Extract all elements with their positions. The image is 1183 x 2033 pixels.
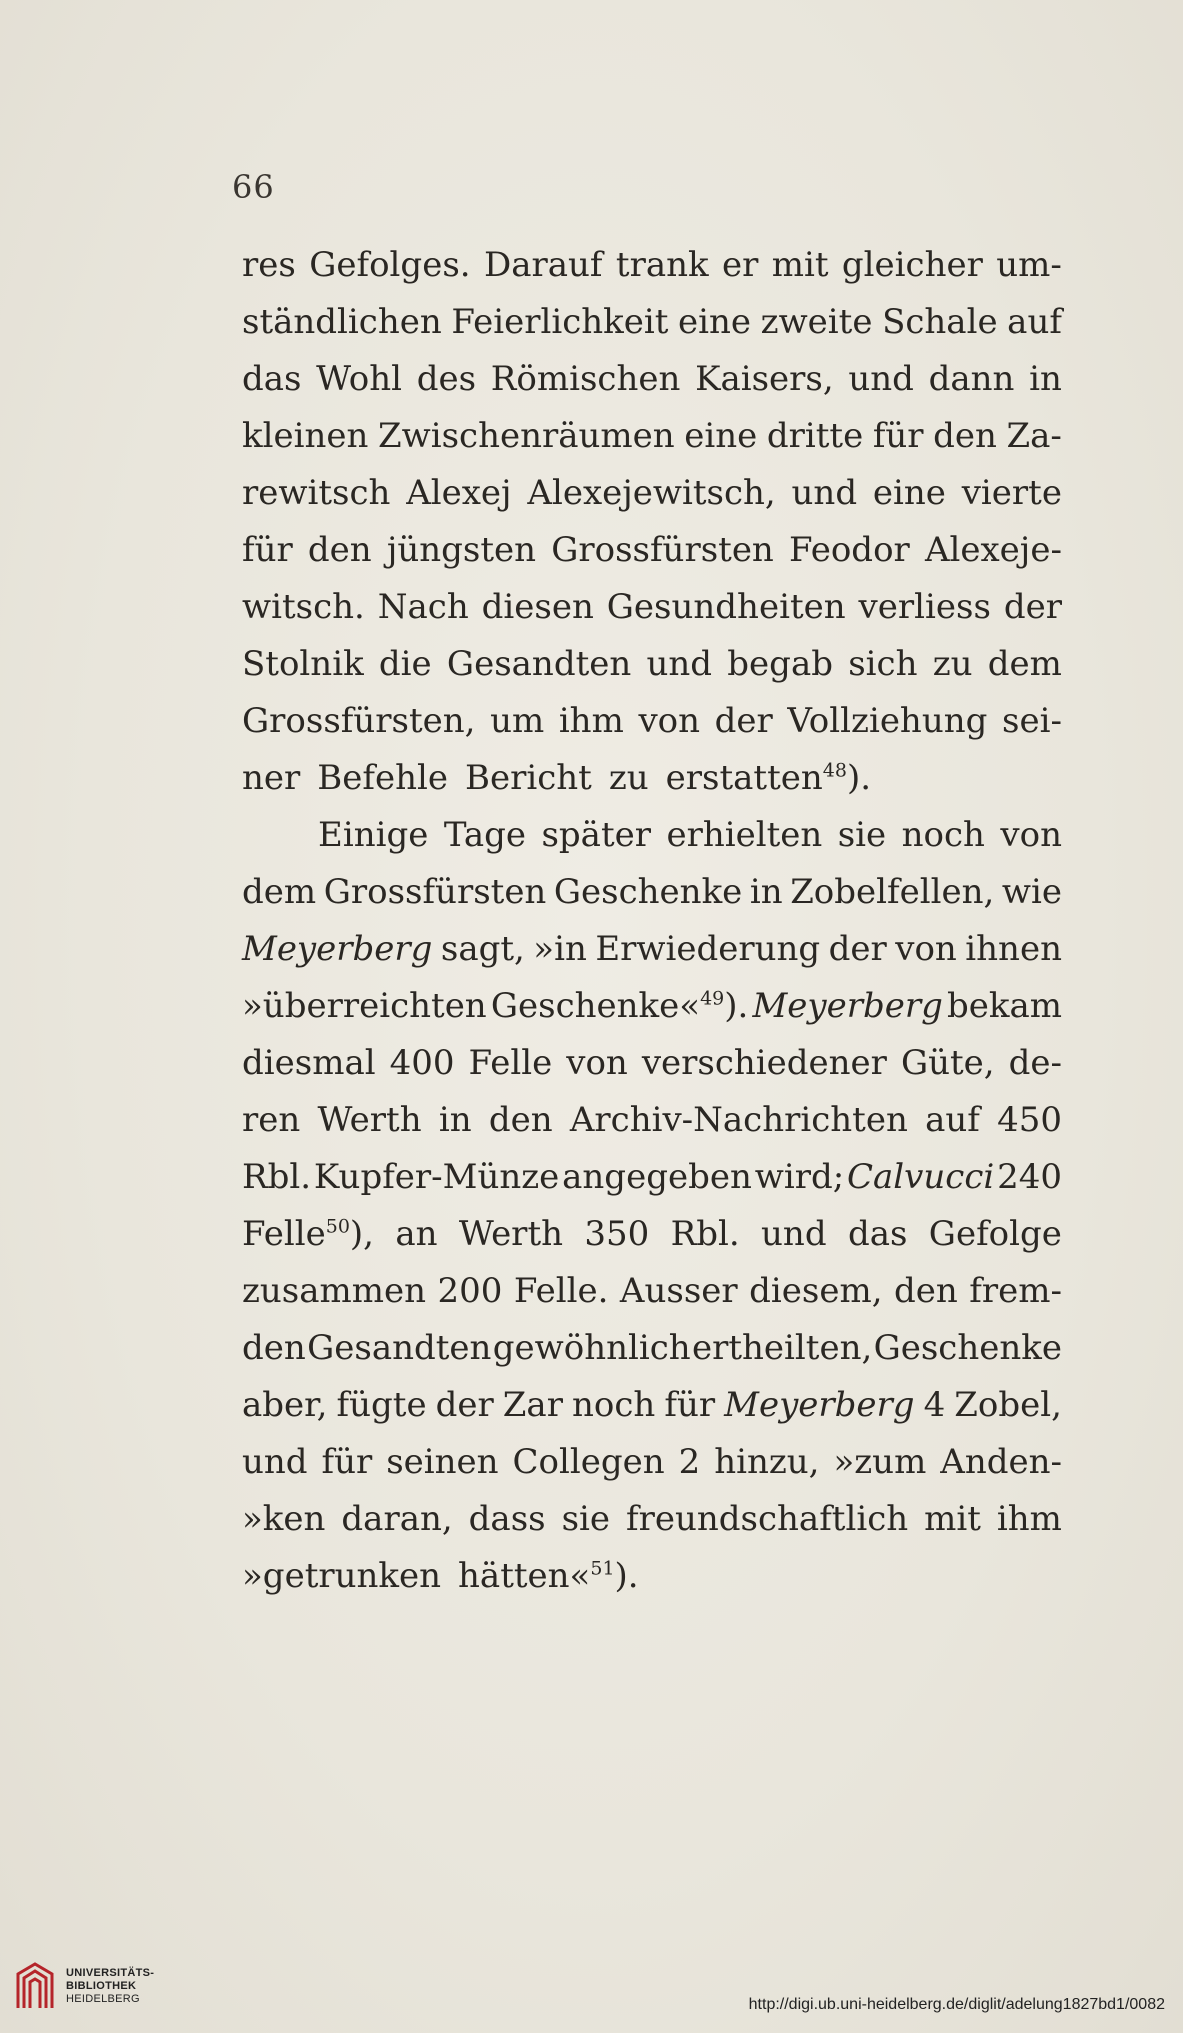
word: Schale	[882, 302, 998, 342]
text-line	[242, 351, 1062, 408]
text-line	[242, 1035, 1062, 1092]
word: das	[847, 1214, 908, 1254]
word: de-	[1008, 1043, 1062, 1083]
word: für	[872, 416, 924, 456]
word: Darauf	[483, 245, 603, 285]
word: sagt,	[440, 929, 525, 969]
word: begab	[727, 644, 833, 684]
word: den	[242, 1328, 306, 1368]
word: sich	[848, 644, 918, 684]
word: und	[242, 1442, 308, 1482]
word: Geschenke	[553, 872, 743, 912]
word: fügte	[336, 1385, 427, 1425]
word: Kaisers,	[695, 359, 834, 399]
word: zu	[608, 758, 649, 798]
word: den	[894, 1271, 958, 1311]
word: Alexeje-	[924, 530, 1062, 570]
word: Felle.	[513, 1271, 609, 1311]
text-line	[242, 921, 1062, 978]
word: freundschaftlich	[626, 1499, 909, 1539]
word: verliess	[858, 587, 991, 627]
word: witsch.	[242, 587, 365, 627]
word: und	[791, 473, 858, 513]
word: Vollziehung	[787, 701, 988, 741]
text-line	[242, 1491, 1062, 1548]
text-line	[242, 1206, 1062, 1263]
word: sie	[561, 1499, 611, 1539]
text-line	[242, 1092, 1062, 1149]
footnote-reference[interactable]: 48	[822, 759, 847, 782]
word: des	[416, 359, 477, 399]
word: Gesundheiten	[606, 587, 846, 627]
word: und	[848, 359, 914, 399]
word: Alexejewitsch,	[527, 473, 776, 513]
word: Kupfer-Münze	[313, 1157, 560, 1197]
text-line	[242, 579, 1062, 636]
word: 4	[923, 1385, 946, 1425]
word: eine	[678, 302, 752, 342]
word: Werth	[458, 1214, 563, 1254]
word: »überreichten	[242, 986, 487, 1026]
text-line	[242, 1320, 1062, 1377]
word: mit	[924, 1499, 981, 1539]
word: Grossfürsten	[551, 530, 774, 570]
word: zu	[932, 644, 973, 684]
text-line	[242, 465, 1062, 522]
word: »ken	[242, 1499, 326, 1539]
word: »in	[533, 929, 587, 969]
word: ner	[242, 758, 301, 798]
italic-name: Meyerberg	[752, 986, 943, 1026]
word: dem	[242, 872, 317, 912]
word: sei-	[1002, 701, 1062, 741]
word: an	[395, 1214, 438, 1254]
word: den	[488, 1100, 553, 1140]
word: Anden-	[940, 1442, 1062, 1482]
word: sie	[837, 815, 887, 855]
word	[847, 1149, 994, 1206]
library-name-line-1: UNIVERSITÄTS-	[66, 1966, 155, 1979]
word: seinen	[386, 1442, 499, 1482]
word: Archiv-Nachrichten	[569, 1100, 908, 1140]
text-line	[242, 408, 1062, 465]
word: dann	[928, 359, 1015, 399]
word: Gefolge	[928, 1214, 1062, 1254]
word: ständlichen	[242, 302, 442, 342]
library-name-line-3: HEIDELBERG	[66, 1992, 140, 2005]
word: Za-	[1006, 416, 1062, 456]
word: »getrunken	[242, 1556, 442, 1596]
word: 450	[997, 1100, 1062, 1140]
word: Feierlichkeit	[451, 302, 669, 342]
word: Stolnik	[242, 644, 364, 684]
word: Alexej	[406, 473, 512, 513]
word: Befehle	[317, 758, 448, 798]
word: eine	[684, 416, 758, 456]
word: »zum	[833, 1442, 927, 1482]
word: Zar	[502, 1385, 563, 1425]
word: wie	[1001, 872, 1062, 912]
word: dritte	[766, 416, 864, 456]
word: um-	[996, 245, 1062, 285]
word: Zwischenräumen	[377, 416, 675, 456]
italic-name: Meyerberg	[242, 929, 433, 969]
word: rewitsch	[242, 473, 391, 513]
word: ren	[242, 1100, 301, 1140]
library-name	[66, 1967, 154, 2006]
footnote-reference[interactable]: 51	[590, 1557, 615, 1580]
word: Rbl.	[242, 1157, 312, 1197]
footnote-reference[interactable]: 49	[700, 987, 725, 1010]
word: ihnen	[965, 929, 1062, 969]
word: die	[378, 644, 432, 684]
word: noch	[572, 1385, 656, 1425]
word: 2	[678, 1442, 701, 1482]
word: zusammen	[242, 1271, 427, 1311]
word: ertheilten,	[691, 1328, 873, 1368]
word: Collegen	[512, 1442, 665, 1482]
text-line	[242, 978, 1062, 1035]
library-logo[interactable]	[14, 1960, 154, 2012]
word: Zobelfellen,	[790, 872, 995, 912]
text-line	[242, 1434, 1062, 1491]
word: Werth	[317, 1100, 422, 1140]
word: von	[566, 1043, 628, 1083]
word: daran,	[341, 1499, 453, 1539]
word: Güte,	[900, 1043, 995, 1083]
text-line	[242, 522, 1062, 579]
word: gleicher	[841, 245, 983, 285]
word: für	[242, 530, 293, 570]
word: um	[490, 701, 545, 741]
word: hinzu,	[714, 1442, 820, 1482]
word: den	[933, 416, 997, 456]
word: res	[242, 245, 296, 285]
word: Feodor	[788, 530, 910, 570]
word: ihm	[558, 701, 624, 741]
word: von	[1000, 815, 1062, 855]
body-text	[242, 237, 1062, 1605]
word: Rbl.	[670, 1214, 740, 1254]
word: 400	[389, 1043, 455, 1083]
word: in	[1029, 359, 1062, 399]
word: und	[646, 644, 713, 684]
word: von	[895, 929, 957, 969]
word: auf	[925, 1100, 980, 1140]
library-name-line-2: BIBLIOTHEK	[66, 1979, 137, 1992]
text-line	[242, 1548, 1062, 1605]
word: von	[638, 701, 701, 741]
word: auf	[1007, 302, 1062, 342]
word: Wohl	[316, 359, 403, 399]
word: Grossfürsten	[323, 872, 547, 912]
word: Gesandten	[446, 644, 632, 684]
word: eine	[872, 473, 946, 513]
word: jüngsten	[386, 530, 537, 570]
word: Nach	[377, 587, 469, 627]
word: mit	[771, 245, 829, 285]
word: Tage	[443, 815, 527, 855]
word: Einige	[318, 815, 429, 855]
word: bekam	[947, 986, 1062, 1026]
word: verschiedener	[641, 1043, 887, 1083]
word: Ausser	[619, 1271, 738, 1311]
word: Gesandten	[307, 1328, 492, 1368]
word: diesem,	[749, 1271, 883, 1311]
word	[724, 1377, 914, 1434]
word	[242, 921, 432, 978]
word: noch	[901, 815, 985, 855]
word: dass	[468, 1499, 546, 1539]
italic-name: Meyerberg	[724, 1385, 915, 1425]
word: später	[541, 815, 651, 855]
word: Geschenke	[873, 1328, 1062, 1368]
word: zweite	[760, 302, 873, 342]
word: diesmal	[242, 1043, 376, 1083]
word: erstatten$^{48}$).	[665, 758, 872, 798]
page-number: 66	[232, 168, 275, 206]
word: Felle	[468, 1043, 553, 1083]
word: wird;	[754, 1157, 845, 1197]
text-line	[242, 693, 1062, 750]
word: für	[321, 1442, 373, 1482]
word: der	[714, 701, 773, 741]
word: hätten«$^{51}$).	[458, 1556, 639, 1596]
word: aber,	[242, 1385, 328, 1425]
word: kleinen	[242, 416, 369, 456]
word: frem-	[969, 1271, 1062, 1311]
word: 350	[584, 1214, 650, 1254]
word: trank	[615, 245, 709, 285]
text-line	[242, 864, 1062, 921]
word: der	[828, 929, 887, 969]
text-line	[242, 294, 1062, 351]
word: Bericht	[465, 758, 592, 798]
library-logo-icon	[14, 1960, 56, 2012]
word: den	[307, 530, 372, 570]
word: 240	[997, 1157, 1062, 1197]
text-line	[242, 237, 1062, 294]
italic-name: Calvucci	[847, 1157, 995, 1197]
word: und	[761, 1214, 827, 1254]
text-line	[242, 807, 1062, 864]
word: 200	[437, 1271, 503, 1311]
word: der	[435, 1385, 494, 1425]
word	[752, 978, 942, 1035]
text-line	[242, 1263, 1062, 1320]
word: ihm	[996, 1499, 1062, 1539]
word: Römischen	[490, 359, 681, 399]
word: Zobel,	[954, 1385, 1062, 1425]
word: Erwiederung	[595, 929, 821, 969]
text-line	[242, 1149, 1062, 1206]
word: gewöhnlich	[492, 1328, 691, 1368]
text-line	[242, 1377, 1062, 1434]
word: Felle$^{50}$),	[242, 1214, 374, 1254]
source-url[interactable]: http://digi.ub.uni-heidelberg.de/diglit/adelung1827bd1/0082	[748, 1996, 1165, 2013]
footnote-reference[interactable]: 50	[325, 1215, 350, 1238]
word: angegeben	[562, 1157, 752, 1197]
word: dem	[987, 644, 1062, 684]
word: der	[1003, 587, 1062, 627]
word: in	[749, 872, 783, 912]
word: erhielten	[666, 815, 823, 855]
word: in	[438, 1100, 472, 1140]
word: Geschenke«$^{49}$).	[490, 986, 749, 1026]
word: Grossfürsten,	[242, 701, 476, 741]
word: für	[664, 1385, 716, 1425]
text-line	[242, 750, 1062, 807]
word: er	[721, 245, 759, 285]
word: das	[242, 359, 302, 399]
word: diesen	[481, 587, 594, 627]
text-line	[242, 636, 1062, 693]
word: Gefolges.	[309, 245, 471, 285]
word: vierte	[961, 473, 1062, 513]
